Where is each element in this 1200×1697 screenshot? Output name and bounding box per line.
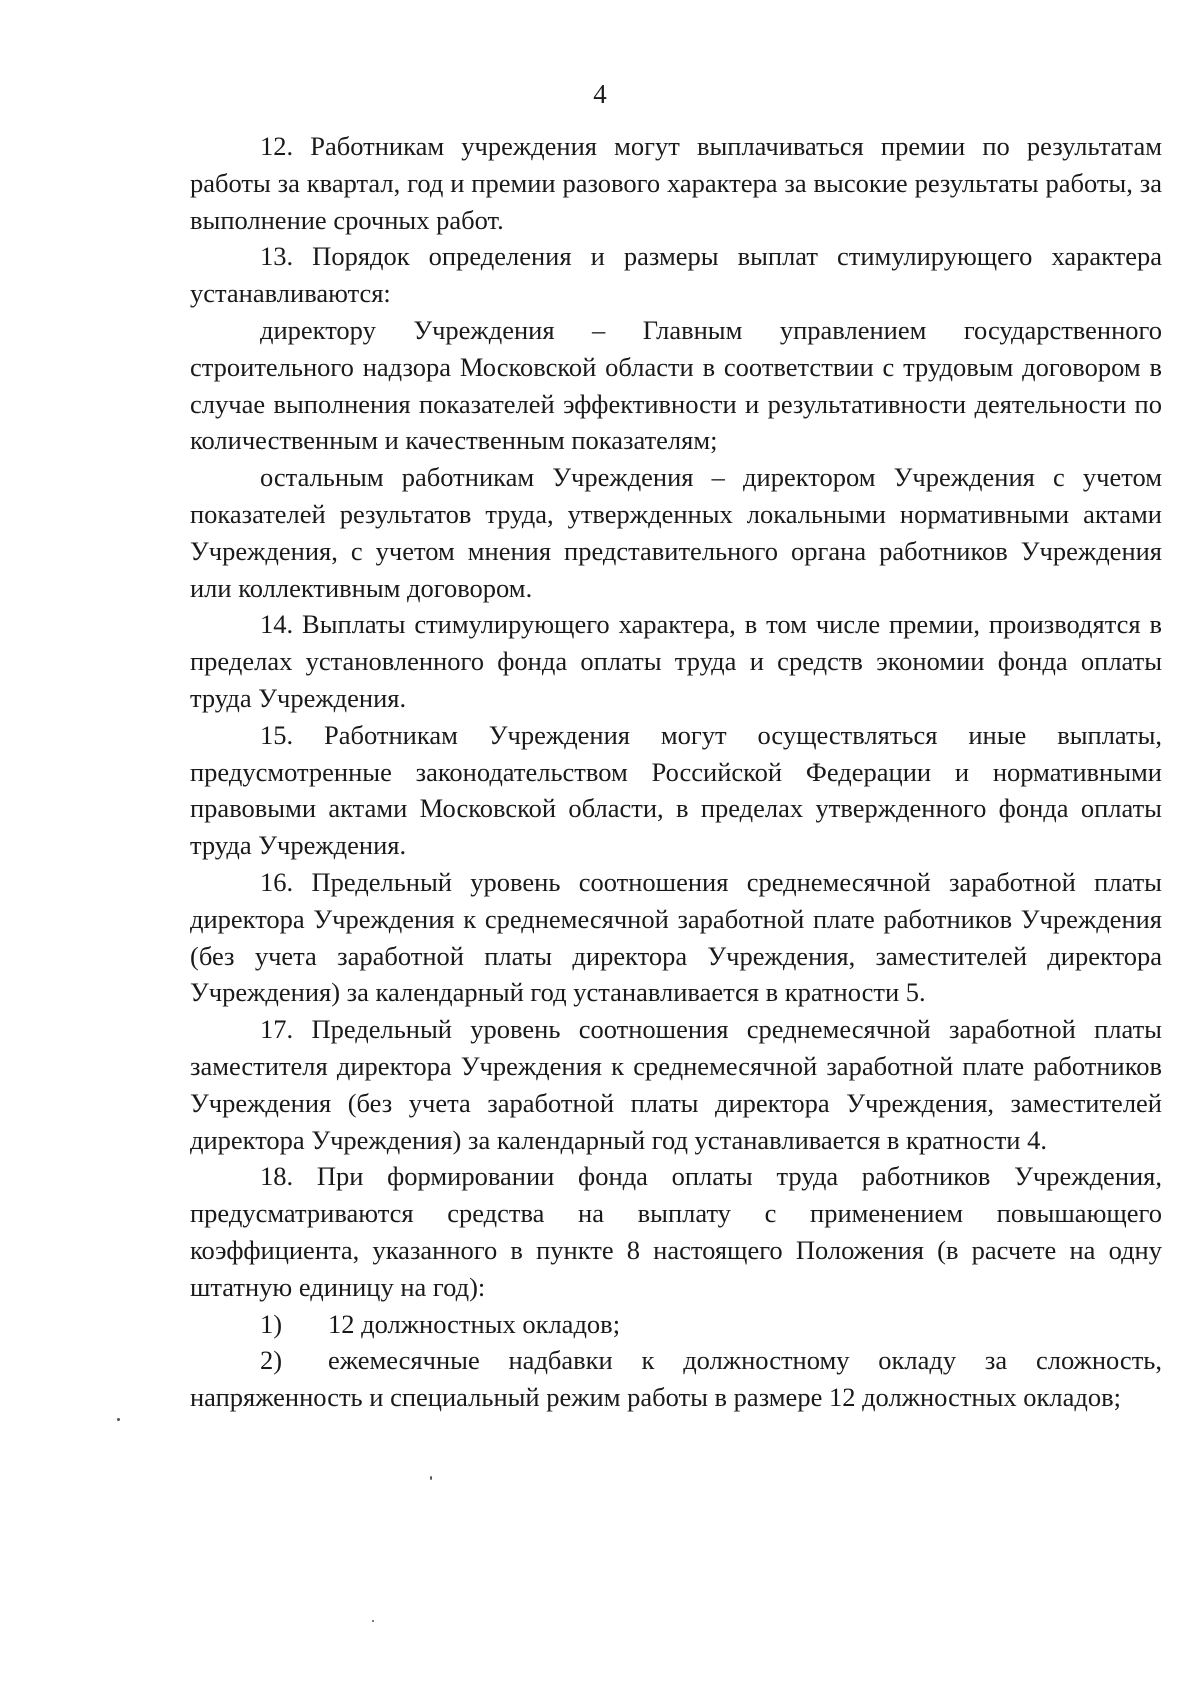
paragraph-15: 15. Работникам Учреждения могут осуществляться иные выплаты, предусмотренные законодательством Российской Федерации и нормативными правовыми актами Московской области, в пределах утвержденного фонда оплаты труда Учреждения. xyxy=(190,719,1162,861)
paragraph-18: 18. При формировании фонда оплаты труда работников Учреждения, предусматриваются средства на выплату с применением повышающего коэффициента, указанного в пункте 8 настоящего Положения (в расчете на одну штатную единицу на год): xyxy=(190,1161,1162,1302)
list-item-number: 2) xyxy=(260,1345,283,1376)
document-body xyxy=(190,128,1162,1416)
scan-speck xyxy=(117,1418,120,1421)
paragraph-13: 13. Порядок определения и размеры выплат стимулирующего характера устанавливаются: xyxy=(190,241,1162,309)
paragraph-13-other-staff: остальным работникам Учреждения – директором Учреждения с учетом показателей результатов труда, утвержденных локальными нормативными актами Учреждения, с учетом мнения представительного органа работников Учреждения или коллективным договором. xyxy=(190,462,1162,603)
list-item xyxy=(190,1342,1162,1416)
scan-speck xyxy=(430,1476,432,1480)
paragraph-12: 12. Работникам учреждения могут выплачиваться премии по результатам работы за квартал, год и премии разового характера за высокие результаты работы, за выполнение срочных работ. xyxy=(190,131,1162,235)
paragraph-13-director: директору Учреждения – Главным управлением государственного строительного надзора Московской области в соответствии с трудовым договором в случае выполнения показателей эффективности и результативности деятельности по количественным и качественным показателям; xyxy=(190,314,1162,456)
list-item xyxy=(190,1306,1162,1343)
paragraph-17: 17. Предельный уровень соотношения среднемесячной заработной платы заместителя директора Учреждения к среднемесячной заработной плате работников Учреждения (без учета заработной платы директора Учреждения, заместителей директора Учреждения) за календарный год устанавливается в кратности 4. xyxy=(190,1014,1162,1155)
page-number: 4 xyxy=(593,79,607,109)
list-item-number: 1) xyxy=(260,1308,283,1339)
paragraph-16: 16. Предельный уровень соотношения среднемесячной заработной платы директора Учреждения к среднемесячной заработной плате работников Учреждения (без учета заработной платы директора Учреждения, заместителей директора Учреждения) за календарный год устанавливается в кратности 5. xyxy=(190,866,1162,1008)
list-item-text: 12 должностных окладов; xyxy=(328,1308,621,1339)
scan-speck xyxy=(372,1620,374,1622)
paragraph-14: 14. Выплаты стимулирующего характера, в том числе премии, производятся в пределах установленного фонда оплаты труда и средств экономии фонда оплаты труда Учреждения. xyxy=(190,609,1162,713)
list-item-text: ежемесячные надбавки к должностному окладу за сложность, напряженность и специальный режим работы в размере 12 должностных окладов; xyxy=(190,1345,1162,1413)
